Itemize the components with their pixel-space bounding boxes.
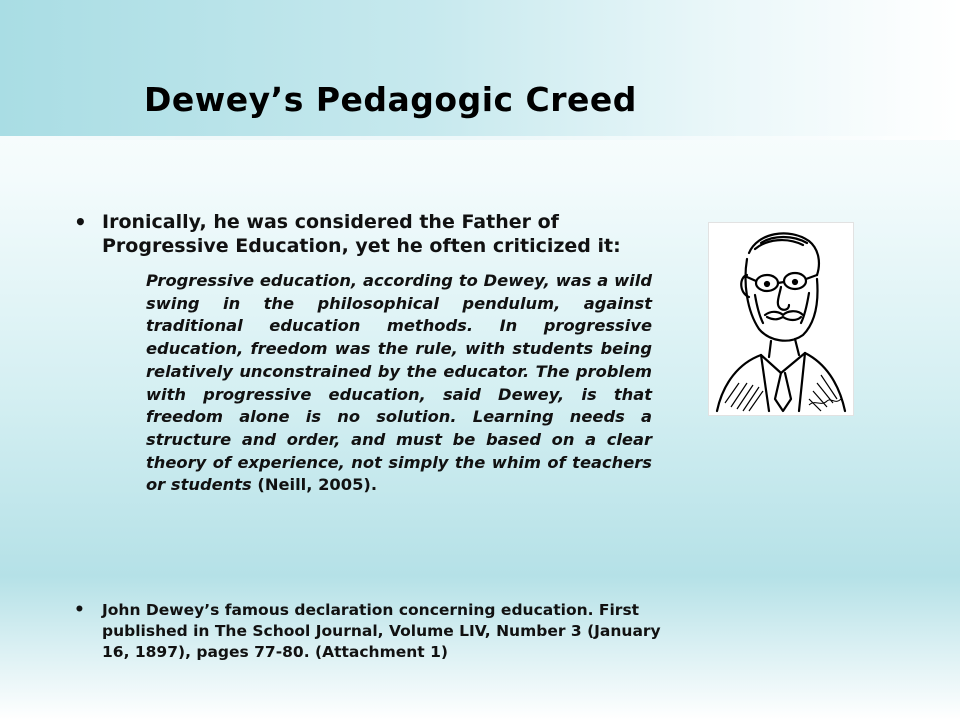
title-header-band [0, 0, 960, 140]
slide-title: Dewey’s Pedagogic Creed [144, 80, 637, 119]
quote-block [146, 270, 652, 497]
slide-body [72, 210, 652, 497]
bullet-item-pedagogic-creed-publication [72, 600, 682, 663]
bullet-item-father-of-progressive-education [72, 210, 652, 258]
bullet-text: John Dewey’s famous declaration concerning education. First published in The School Journal, Volume LIV, Number 3 (January 16, 1897), pages 77-80. (Attachment 1) [102, 601, 661, 661]
bullet-marker: • [74, 210, 87, 234]
dewey-caricature-image [708, 222, 854, 416]
quote-text: Progressive education, according to Dewey, was a wild swing in the philosophical pendulum, against traditional education methods. In progressive education, freedom was the rule, with students being relatively unconstrained by the educator. The problem with progressive education, said Dewey, is that freedom alone is no solution. Learning needs a structure and order, and must be based on a clear theory of experience, not simply the whim of teachers or students [146, 271, 652, 495]
caricature-portrait-sketch-icon [709, 223, 853, 415]
bullet-marker: • [74, 600, 85, 620]
quote-citation: (Neill, 2005). [257, 475, 378, 495]
bullet-text: Ironically, he was considered the Father of Progressive Education, yet he often criticized it: [102, 211, 621, 257]
